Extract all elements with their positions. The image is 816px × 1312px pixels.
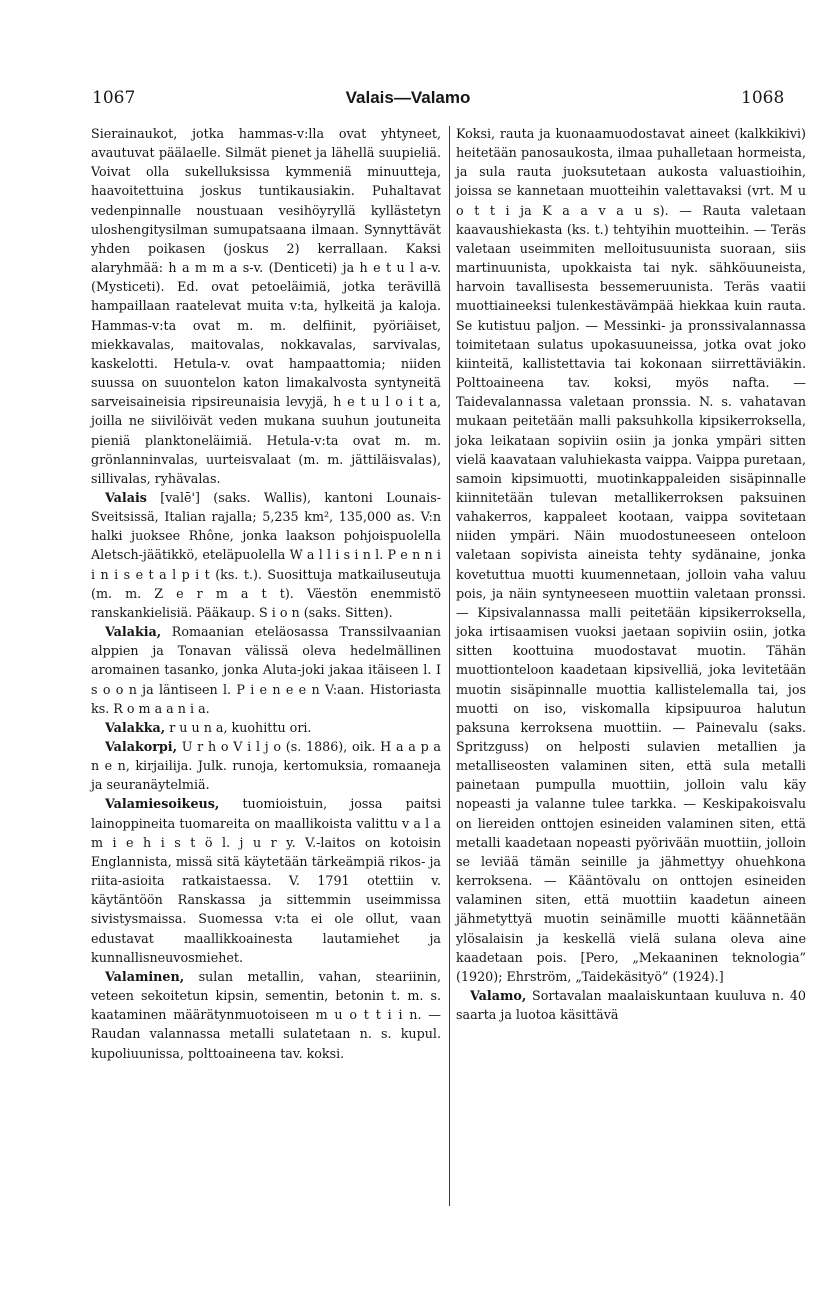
dictionary-entry (91, 488, 441, 622)
dictionary-entry (91, 737, 441, 794)
left-column (91, 124, 441, 1063)
entry-continuation: Koksi, rauta ja kuonaamuodostavat aineet (kalkkikivi) heitetään panosaukosta, ilmaa puhalletaan hormeista, ja sula rauta juoksutetaan aukosta valuastioihin, joissa se kannetaan muotteihin valettavaksi (vrt. M u o t t i ja K a a v a u s). — Rauta valetaan kaavaushiekasta (ks. t.) tehtyihin muotteihin. — Teräs valetaan useimmiten melloitusuunista suoraan, siis martinuunista, upokkaista tai nyk. sähköuuneista, harvoin tavallisesta bessemeruunista. Teräs vaatii muottiaineeksi tulenkestävämpää hiekkaa kuin rauta. Se kutistuu paljon. — Messinki- ja pronssivalannassa toimitetaan sulatus upokasuuneissa, jotka ovat joko kiinteitä, kallistettavia tai kokonaan siirrettäviäkin. Polttoaineena tav. koksi, myös nafta. — Taidevalannassa valetaan pronssia. N. s. vahatavan mukaan peitetään malli paksuhkolla kipsikerroksella, joka leikataan sopiviin osiin ja jonka ympäri sitten vielä kaavataan valuhiekasta vaippa. Vaippa puretaan, samoin kipsimuotti, muotinkappaleiden sisäpinnalle kiinnitetään tulevan metallikerroksen paksuinen vahakerros, kappaleet kootaan, vaippa sovitetaan niiden ympäri. Näin muodostuneeseen onteloon valetaan sopivista aineista tehty sydänaine, jonka kovetuttua muotti kuumennetaan, jolloin vaha valuu pois, ja näin syntyneeseen muottiin valetaan pronssi. — Kipsivalannassa malli peitetään kipsikerroksella, joka irtisaamisen vuoksi jaetaan sopiviin osiin, jotka sitten koottuina muodostavat muotin. Tähän muottionteloon kaadetaan kipsivelliä, joka levitetään muotin sisäpinnalle muottia kallistelemalla tai, jos muotti on iso, viskomalla kipsipuuroa halutun paksuna kerroksena muottiin. — Painevalu (saks. Spritzguss) on helposti sulavien metallien ja metalliseosten valaminen siten, että sula metalli painetaan pumpulla muottiin, jolloin valu käy nopeasti ja valanne tulee tarkka. — Keskipakoisvalu on liereiden onttojen esineiden valaminen siten, että metalli kaadetaan nopeasti pyörivään muottiin, jolloin se leviää tämän seinille ja jähmettyy ohuehkona kerroksena. — Kääntövalu on onttojen esineiden valaminen siten, että muottiin kaadetun aineen jähmetyttyä muotin seinämille muotti käännetään ylösalaisin ja keskellä vielä sulana oleva aine kaadetaan pois. [Pero, „Mekaaninen teknologia” (1920); Ehrström, „Taidekäsityö” (1924).] (456, 126, 806, 984)
entry-headword: Valais (105, 489, 147, 505)
page-number-right: 1068 (741, 88, 785, 108)
entry-body: Sortavalan maalaiskuntaan kuuluva n. 40 saarta ja luotoa käsittävä (456, 988, 806, 1023)
page-number-left: 1067 (92, 88, 136, 108)
entry-headword: Valakorpi, (105, 739, 177, 754)
entry-body: [valē'] (saks. Wallis), kantoni Lounais-Sveitsissä, Italian rajalla; 5,235 km², 135,000 as. V:n halki juoksee Rhône, jonka laakson pohjoispuolella Aletsch-jäätikkö, eteläpuolella W a l l i s i n l. P e n n i i n i s e t a l p i t (ks. t.). Suosittuja matkailuseutuja (m. m. Z e r m a t t). Väestön enemmistö ranskankielisiä. Pääkaup. S i o n (saks. Sitten). (91, 489, 441, 620)
right-column (456, 124, 806, 1024)
dictionary-entry (91, 622, 441, 718)
column-divider (449, 126, 450, 1206)
entry-body: r u u n a, kuohittu ori. (165, 719, 312, 735)
entry-headword: Valakka, (105, 719, 166, 735)
running-title: Valais—Valamo (345, 88, 471, 107)
entry-headword: Valakia, (105, 624, 162, 640)
dictionary-entry (456, 986, 806, 1024)
entry-headword: Valamo, (470, 988, 527, 1004)
entry-headword: Valaminen, (105, 968, 185, 984)
dictionary-entry (91, 718, 441, 737)
entry-body: sulan metallin, vahan, steariinin, veteen sekoitetun kipsin, sementin, betonin t. m. s. kaataminen määrätynmuotoiseen m u o t t i i n. — Raudan valannassa metalli sulatetaan n. s. kupul. kupoliuunissa, polttoaineena tav. koksi. (91, 968, 441, 1061)
entry-body: Romaanian eteläosassa Transsilvaanian alppien ja Tonavan välissä oleva hedelmällinen aromainen tasanko, jonka Aluta-joki jakaa itäiseen l. I s o o n ja läntiseen l. P i e n e e n V:aan. Historiasta ks. R o m a a n i a. (91, 624, 441, 716)
entry-headword: Valamiesoikeus, (105, 796, 220, 812)
dictionary-entry (91, 794, 441, 966)
page-header (0, 88, 816, 114)
dictionary-entry (91, 967, 441, 1063)
entry-body: U r h o V i l j o (s. 1886), oik. H a a p a n e n, kirjailija. Julk. runoja, kertomuksia, romaaneja ja seuranäytelmiä. (91, 739, 441, 793)
entry-continuation: Sierainaukot, jotka hammas-v:lla ovat yhtyneet, avautuvat päälaelle. Silmät pienet ja lähellä suupieliä. Voivat olla sukelluksissa kymmeniä minuutteja, haavoitettuina joskus tuntikausiakin. Puhaltavat vedenpinnalle noustuaan vesihöyryllä kyllästetyn uloshengitysilman sumupatsaana ilmaan. Synnyttävät yhden poikasen (joskus 2) kerrallaan. Kaksi alaryhmää: h a m m a s-v. (Denticeti) ja h e t u l a-v. (Mysticeti). Ed. ovat petoeläimiä, jotka terävillä hampaillaan raatelevat muita v:ta, hylkeitä ja kaloja. Hammas-v:ta ovat m. m. delfiinit, pyöriäiset, miekkavalas, maitovalas, nokkavalas, sarvivalas, kaskelotti. Hetula-v. ovat hampaattomia; niiden suussa on suuontelon katon limakalvosta syntyneitä sarveisaineisia ripsireunaisia levyjä, h e t u l o i t a, joilla ne siivilöivät veden mukana suuhun joutuneita pieniä planktoneläimiä. Hetula-v:ta ovat m. m. grönlanninvalas, uurteisvalaat (m. m. jättiläisvalas), sillivalas, ryhävalas. (91, 126, 441, 486)
entry-body: tuomioistuin, jossa paitsi lainoppineita tuomareita on maallikoista valittu v a l a m i e h i s t ö l. j u r y. V.-laitos on kotoisin Englannista, missä sitä käytetään tärkeämpiä rikos- ja riita-asioita ratkaistaessa. V. 1791 otettiin v. käytäntöön Ranskassa ja sittemmin useimmissa sivistysmaissa. Suomessa v:ta ei ole ollut, vaan edustavat maallikkoainesta lautamiehet ja kunnallisneuvosmiehet. (91, 796, 441, 965)
